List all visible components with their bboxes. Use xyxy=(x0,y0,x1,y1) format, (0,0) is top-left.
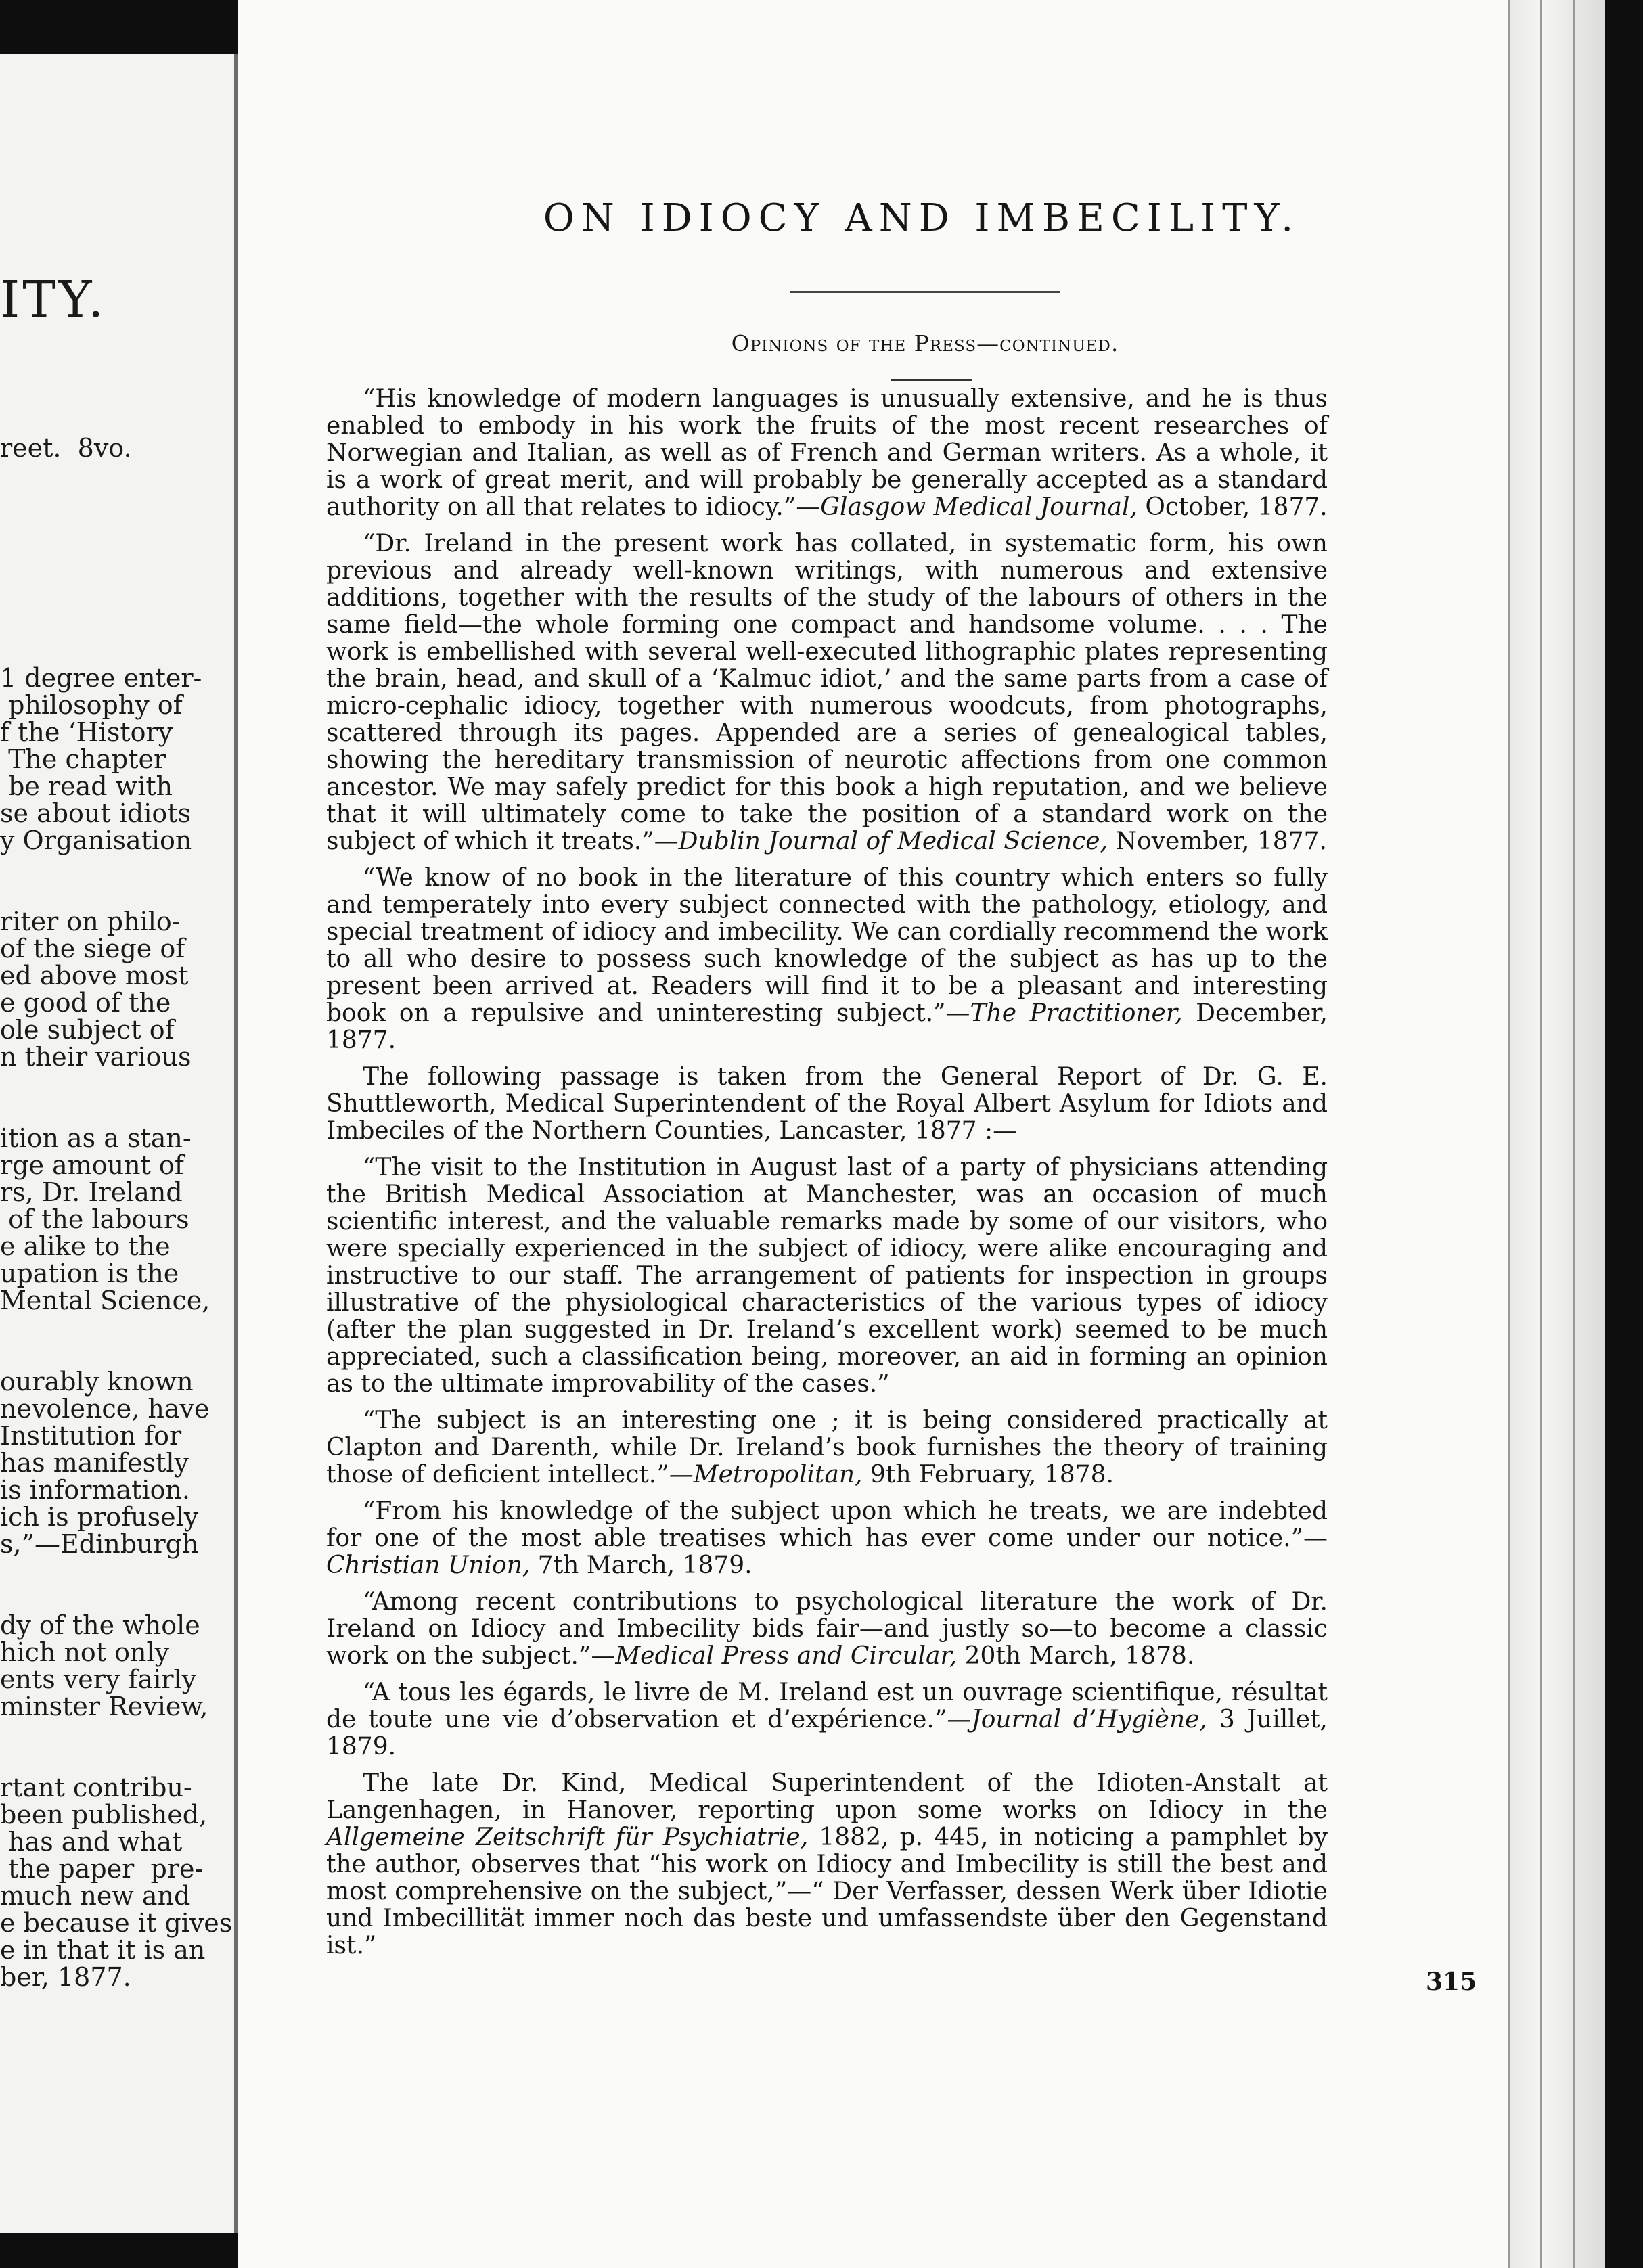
left-page-line-fragment: e alike to the xyxy=(0,1231,171,1261)
quote-text: “A tous les égards, le livre de M. Ireland est un ouvrage scientifique, résultat de toute une vie d’observation et d’expérience.” xyxy=(326,1679,1328,1733)
left-page-line-fragment: ents very fairly xyxy=(0,1664,197,1694)
body-text xyxy=(326,386,1328,1969)
left-page-line-fragment: n their various xyxy=(0,1042,192,1072)
review-paragraph xyxy=(326,1154,1328,1398)
left-page-line-fragment: se about idiots xyxy=(0,798,192,828)
citation-date: 1882, p. 445, in noticing a pamphlet by the author, observes that “his work on Idiocy and Imbecility is still the best and most comprehensive on the subject,”—“ Der Verfasser, dessen Werk über Idiotie und Imbecillität immer noch das beste und umfassendste über den Gegenstand ist.” xyxy=(326,1823,1328,1959)
review-paragraph xyxy=(326,1589,1328,1670)
review-paragraph xyxy=(326,1770,1328,1959)
quote-text: The following passage is taken from the General Report of Dr. G. E. Shuttleworth, Medical Superintendent of the Royal Albert Asylum for Idiots and Imbeciles of the Northern Counties, Lancaster, 1877 :— xyxy=(326,1063,1328,1145)
left-page-line-fragment: ition as a stan- xyxy=(0,1123,192,1153)
left-page-line-fragment: minster Review, xyxy=(0,1692,208,1721)
page-title: ON IDIOCY AND IMBECILITY. xyxy=(543,196,1301,240)
edge-line xyxy=(1573,0,1575,2268)
left-page-line-fragment: the paper pre- xyxy=(0,1854,204,1884)
left-page-title-fragment: ITY. xyxy=(0,271,107,329)
left-page-line-fragment: has and what xyxy=(0,1827,183,1857)
left-page-line-fragment: been published, xyxy=(0,1800,208,1830)
source-citation: Allgemeine Zeitschrift für Psychiatrie, xyxy=(326,1823,809,1851)
left-page-line-fragment: e because it gives xyxy=(0,1908,233,1938)
left-page-line-fragment: 1 degree enter- xyxy=(0,663,202,693)
citation-date: October, 1877. xyxy=(1137,493,1328,521)
citation-date: 20th March, 1878. xyxy=(957,1642,1195,1670)
left-page xyxy=(0,54,234,2233)
left-page-line-fragment: ole subject of xyxy=(0,1015,175,1045)
left-page-line-fragment: ourably known xyxy=(0,1367,194,1397)
source-citation: —Medical Press and Circular, xyxy=(591,1642,958,1670)
left-page-line-fragment: ed above most xyxy=(0,961,189,991)
left-page-line-fragment: much new and xyxy=(0,1881,191,1911)
left-page-line-fragment: hich not only xyxy=(0,1637,170,1667)
left-page-line-fragment: dy of the whole xyxy=(0,1610,200,1640)
left-page-line-fragment: The chapter xyxy=(0,744,166,774)
quote-text: “Dr. Ireland in the present work has collated, in systematic form, his own previous and already well-known writings, with numerous and extensive additions, together with the results of the study of the labours of others in the same field—the whole forming one compact and handsome volume. . . . The work is embellished with several well-executed lithographic plates representing the brain, head, and skull of a ‘Kalmuc idiot,’ and the same parts from a case of micro-cephalic idiocy, together with numerous woodcuts, from photographs, scattered through its pages. Appended are a series of genealogical tables, showing the hereditary transmission of neurotic affections from one common ancestor. We may safely predict for this book a high reputation, and we believe that it will ultimately come to take the position of a standard work on the subject of which it treats.”— xyxy=(326,530,1328,855)
quote-text: “From his knowledge of the subject upon which he treats, we are indebted for one of the most able treatises which has ever come under our notice.”— xyxy=(326,1497,1328,1552)
left-page-line-fragment: rtant contribu- xyxy=(0,1773,192,1802)
page-subtitle: Opinions of the Press—continued. xyxy=(731,330,1119,357)
left-page-line-fragment: e good of the xyxy=(0,988,171,1018)
left-page-line-fragment: Mental Science, xyxy=(0,1286,210,1315)
citation-date: November, 1877. xyxy=(1108,827,1327,855)
left-page-line-fragment: e in that it is an xyxy=(0,1935,206,1965)
quote-text: “The subject is an interesting one ; it is being considered practically at Clapton and Darenth, while Dr. Ireland’s book furnishes the theory of training those of deficient intellect.” xyxy=(326,1407,1328,1489)
subtitle-rule xyxy=(891,379,972,381)
page-number: 315 xyxy=(1426,1968,1477,1996)
left-page-line-fragment: upation is the xyxy=(0,1258,179,1288)
edge-line xyxy=(1540,0,1542,2268)
quote-text: “His knowledge of modern languages is unusually extensive, and he is thus enabled to embody in his work the fruits of the most recent researches of Norwegian and Italian, as well as of French and German writers. As a whole, it is a work of great merit, and will probably be generally accepted as a standard authority on all that relates to idiocy.” xyxy=(326,385,1328,521)
left-page-line-fragment: has manifestly xyxy=(0,1448,189,1478)
page-edge xyxy=(1508,0,1605,2268)
quote-text: “Among recent contributions to psychological literature the work of Dr. Ireland on Idiocy and Imbecility bids fair—and justly so—to become a classic work on the subject.” xyxy=(326,1588,1328,1670)
left-page-line-fragment: of the siege of xyxy=(0,934,185,963)
review-paragraph xyxy=(326,1064,1328,1145)
left-page-line-fragment: s,”—Edinburgh xyxy=(0,1529,199,1559)
left-page-line-fragment: rge amount of xyxy=(0,1150,184,1180)
review-paragraph xyxy=(326,1407,1328,1489)
review-paragraph xyxy=(326,865,1328,1054)
source-citation: Christian Union, xyxy=(326,1551,531,1579)
quote-text: The late Dr. Kind, Medical Superintendent of the Idioten-Anstalt at Langenhagen, in Hanover, reporting upon some works on Idiocy in the xyxy=(326,1769,1328,1824)
edge-line xyxy=(1508,0,1510,2268)
quote-text: “We know of no book in the literature of this country which enters so fully and temperately into every subject connected with the pathology, etiology, and special treatment of idiocy and imbecility. We can cordially recommend the work to all who desire to possess such knowledge of the subject as has up to the present been arrived at. Readers will find it to be a pleasant and interesting book on a repulsive and uninteresting subject.” xyxy=(326,864,1328,1027)
left-page-line-fragment: rs, Dr. Ireland xyxy=(0,1177,183,1207)
citation-date: December, 1877. xyxy=(326,999,1328,1054)
review-paragraph xyxy=(326,386,1328,521)
title-rule xyxy=(790,291,1060,293)
right-page xyxy=(238,0,1605,2268)
left-page-line-fragment: Institution for xyxy=(0,1421,182,1451)
source-citation: —The Practitioner, xyxy=(945,999,1183,1027)
quote-text: “The visit to the Institution in August last of a party of physicians attending the British Medical Association at Manchester, was an occasion of much scientific interest, and the valuable remarks made by some of our visitors, who were specially experienced in the subject of idiocy, were alike encouraging and instructive to our staff. The arrangement of patients for inspection in groups illustrative of the physiological characteristics of the various types of idiocy (after the plan suggested in Dr. Ireland’s excellent work) seemed to be much appreciated, such a classification being, moreover, an aid in forming an opinion as to the ultimate improvability of the cases.” xyxy=(326,1154,1328,1398)
citation-date: 9th February, 1878. xyxy=(862,1461,1114,1489)
left-page-line-fragment: ber, 1877. xyxy=(0,1962,131,1992)
left-page-line-fragment: y Organisation xyxy=(0,825,192,855)
citation-date: 7th March, 1879. xyxy=(530,1551,752,1579)
left-page-line-fragment: of the labours xyxy=(0,1204,189,1234)
review-paragraph xyxy=(326,1679,1328,1761)
left-page-line-fragment: nevolence, have xyxy=(0,1394,210,1424)
source-citation: —Glasgow Medical Journal, xyxy=(796,493,1138,521)
left-page-line-fragment: ich is profusely xyxy=(0,1502,199,1532)
left-page-line-fragment: is information. xyxy=(0,1475,191,1505)
source-citation: Dublin Journal of Medical Science, xyxy=(678,827,1108,855)
source-citation: —Journal d’Hygiène, xyxy=(947,1706,1207,1733)
review-paragraph xyxy=(326,530,1328,855)
left-page-line-fragment: be read with xyxy=(0,771,173,801)
left-page-line-fragment: riter on philo- xyxy=(0,907,181,936)
left-page-line-fragment: reet. 8vo. xyxy=(0,433,132,463)
left-page-line-fragment: philosophy of xyxy=(0,690,183,720)
source-citation: —Metropolitan, xyxy=(669,1461,863,1489)
left-page-line-fragment: f the ‘History xyxy=(0,717,173,747)
citation-date: 3 Juillet, 1879. xyxy=(326,1706,1328,1761)
review-paragraph xyxy=(326,1498,1328,1579)
